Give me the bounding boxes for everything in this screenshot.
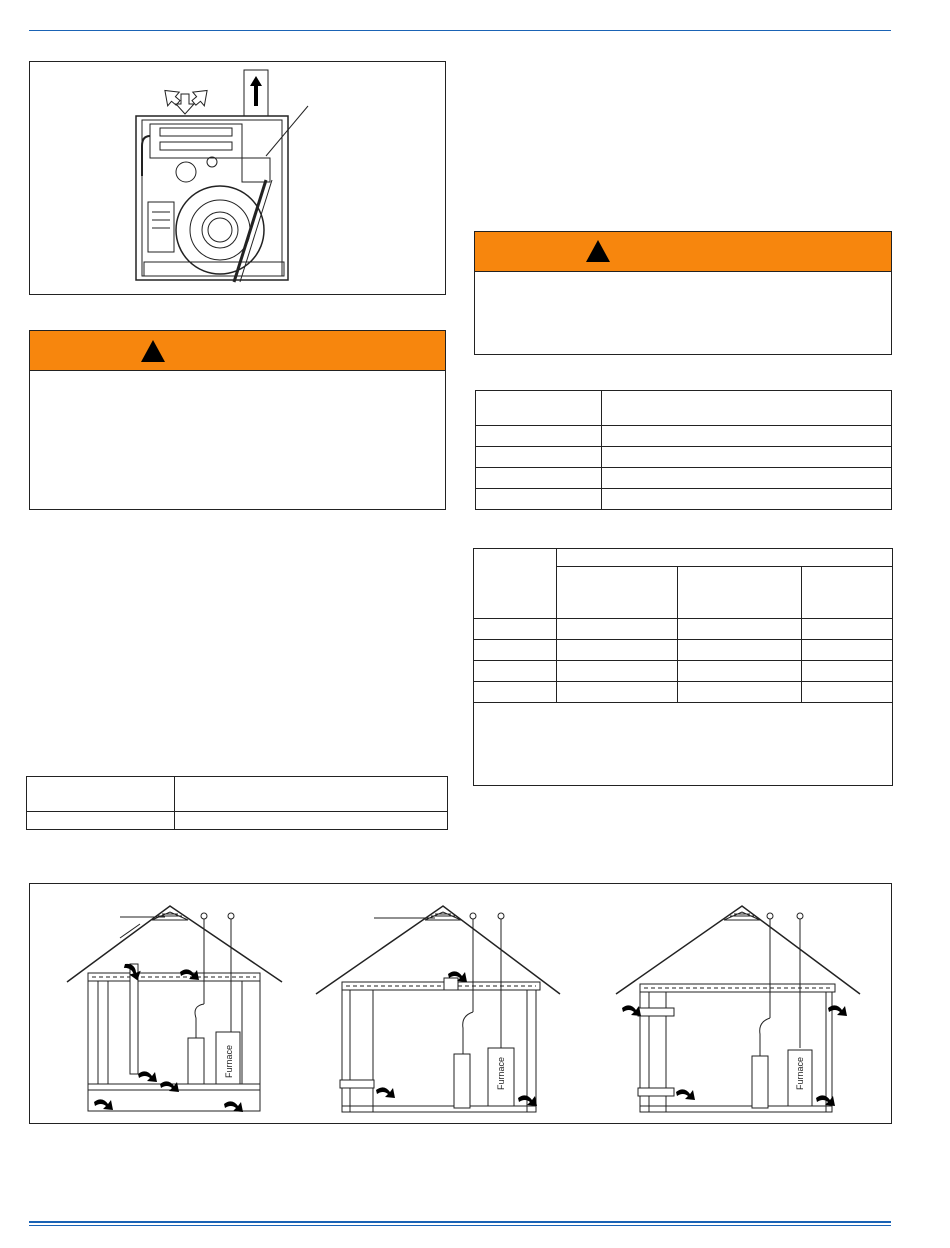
table-cell [802, 682, 893, 703]
table-cell [602, 447, 892, 468]
table-cell [476, 489, 602, 510]
table-cell [474, 661, 557, 682]
table-cell [476, 468, 602, 489]
table-cell [557, 567, 678, 619]
table-cell [557, 682, 678, 703]
table-cell [602, 489, 892, 510]
footer-rule [29, 1221, 891, 1223]
table-cell [557, 549, 893, 567]
furnace-figure [29, 61, 446, 295]
warning-box-right [474, 231, 892, 355]
table-cell [474, 619, 557, 640]
table-cell [476, 426, 602, 447]
table-cell [557, 661, 678, 682]
house-3 [616, 906, 860, 1112]
table-cell [678, 567, 802, 619]
warning-triangle-icon [586, 240, 610, 262]
table-right-2 [473, 548, 893, 786]
table-cell [678, 661, 802, 682]
warning-header [30, 331, 445, 371]
table-cell [476, 391, 602, 426]
header-rule [29, 30, 891, 31]
table-cell [27, 812, 175, 830]
table-cell [175, 777, 448, 812]
house-1 [67, 906, 282, 1112]
table-cell [557, 619, 678, 640]
house-2 [316, 906, 560, 1112]
table-cell [474, 549, 557, 619]
table-left [26, 776, 448, 830]
table-cell [175, 812, 448, 830]
furnace-label: Furnace [224, 1044, 234, 1078]
table-cell [474, 682, 557, 703]
table-cell [557, 640, 678, 661]
table-cell [602, 426, 892, 447]
table-cell [602, 468, 892, 489]
table-cell [474, 640, 557, 661]
table-right-1 [475, 390, 892, 510]
table-cell [678, 640, 802, 661]
furnace-label: Furnace [496, 1056, 506, 1090]
footer-rule-thin [29, 1225, 891, 1226]
table-cell [802, 640, 893, 661]
furnace-label: Furnace [795, 1056, 805, 1090]
table-cell [802, 619, 893, 640]
table-cell [27, 777, 175, 812]
table-cell [802, 661, 893, 682]
houses-drawing [30, 884, 893, 1125]
furnace-drawing [30, 62, 447, 296]
table-note-cell [474, 703, 893, 786]
table-cell [802, 567, 893, 619]
table-cell [678, 619, 802, 640]
warning-triangle-icon [141, 340, 165, 362]
table-cell [476, 447, 602, 468]
table-cell [678, 682, 802, 703]
warning-box-left [29, 330, 446, 510]
ventilation-figure [29, 883, 892, 1124]
warning-header [475, 232, 891, 272]
table-cell [602, 391, 892, 426]
